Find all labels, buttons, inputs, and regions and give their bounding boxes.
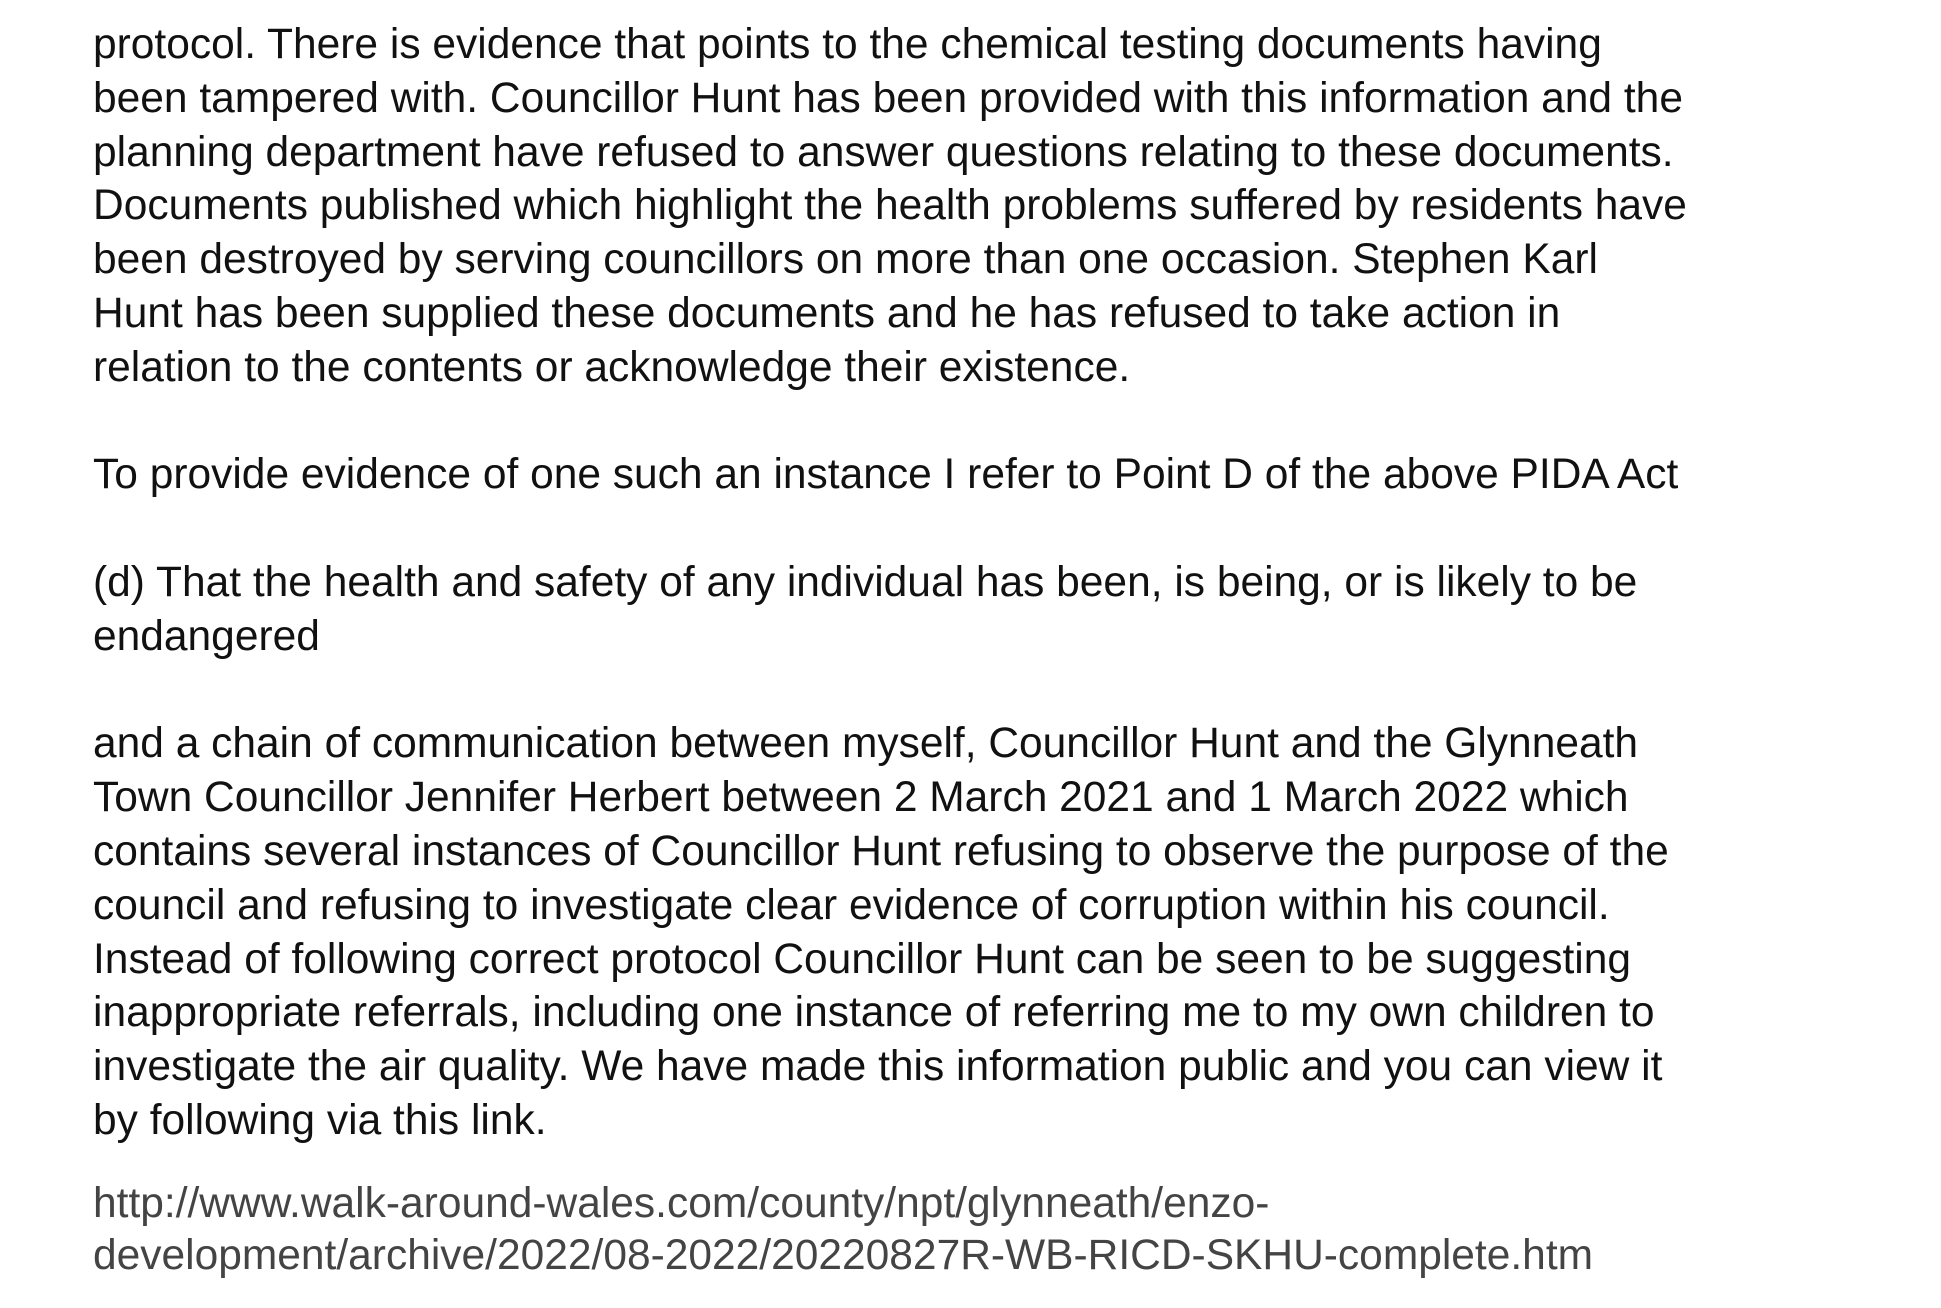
paragraph-point-d: (d) That the health and safety of any individual has been, is being, or is likely to be endangered [93,558,1638,660]
document-body [93,18,1923,1148]
paragraph-spacer [93,502,1923,556]
paragraph-spacer [93,395,1923,449]
paragraph-pida-reference: To provide evidence of one such an instance I refer to Point D of the above PIDA Act [93,451,1679,499]
archive-link[interactable]: http://www.walk-around-wales.com/county/npt/glynneath/enzo- development/archive/2022/08-2022/20220827R-WB-RICD-SKHU-complete.htm [93,1180,1594,1279]
paragraph-spacer [93,664,1923,718]
paragraph-chain-of-communication: and a chain of communication between myself, Councillor Hunt and the Glynneath Town Councillor Jennifer Herbert between 2 March 2021 and 1 March 2022 which contains several instances of Councillor Hunt refusing to observe the purpose of the council and refusing to investigate clear evidence of corruption within his council. Instead of following correct protocol Councillor Hunt can be seen to be suggesting inappropriate referrals, including one instance of referring me to my own children to investigate the air quality. We have made this information public and you can view it by following via this link. [93,720,1669,1144]
paragraph-protocol-evidence: protocol. There is evidence that points to the chemical testing documents having been tampered with. Councillor Hunt has been provided with this information and the planning department have refused to answer questions relating to these documents. Documents published which highlight the health problems suffered by residents have been destroyed by serving councillors on more than one occasion. Stephen Karl Hunt has been supplied these documents and he has refused to take action in relation to the contents or acknowledge their existence. [93,21,1687,391]
